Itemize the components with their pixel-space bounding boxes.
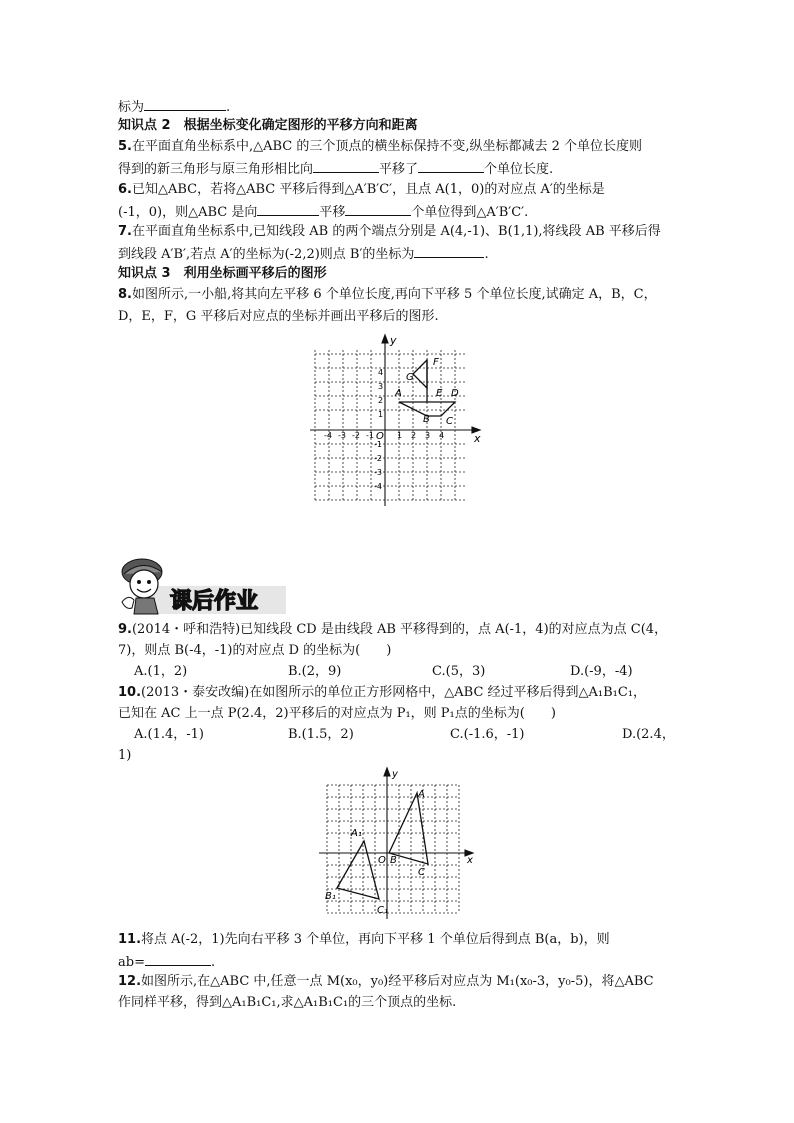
fig1-xtick: -2: [352, 431, 360, 440]
boat-grid-figure: [300, 330, 500, 530]
q10-option-c[interactable]: C.(-1.6，-1): [450, 727, 525, 742]
fig1-ytick: -1: [374, 440, 382, 449]
q7-text-2a: 到线段 A′B′,若点 A′的坐标为(-2,2)则点 B′的坐标为: [118, 247, 415, 262]
fig1-point-e: E: [436, 388, 443, 399]
q7-line-1: [118, 222, 661, 242]
q4-tail-line: 标为 .: [118, 96, 230, 118]
q4-answer-blank[interactable]: [144, 96, 226, 111]
triangle-a1b1c1: [337, 841, 379, 899]
q9-option-d[interactable]: D.(-9，-4): [570, 664, 633, 679]
fig1-point-b: B: [423, 414, 430, 425]
q5-line-1: [118, 137, 642, 157]
fig1-y-label: y: [390, 334, 397, 347]
q12-number: 12.: [118, 974, 142, 989]
q6-distance-blank[interactable]: [345, 201, 411, 216]
q9-option-b[interactable]: B.(2，9): [288, 664, 342, 679]
q6-line-1: [118, 180, 605, 200]
q8-line-2: D，E，F，G 平移后对应点的坐标并画出平移后的图形.: [118, 309, 439, 324]
fig1-point-f: F: [433, 357, 439, 368]
q10-line-1: [118, 683, 646, 703]
fig2-y-label: y: [392, 769, 398, 780]
fig2-origin: O: [378, 855, 386, 866]
q7-text-2c: .: [484, 247, 489, 262]
q9-text-1: (2014・呼和浩特)已知线段 CD 是由线段 AB 平移得到的，点 A(-1，4)的对应点为点 C(4，: [131, 622, 668, 637]
q6-text-1: 已知△ABC，若将△ABC 平移后得到△A′B′C′，且点 A(1，0)的对应点 A′的坐标是: [131, 182, 605, 197]
fig1-xtick: 2: [411, 431, 417, 440]
fig1-ytick: -3: [374, 468, 382, 477]
q7-answer-blank[interactable]: [414, 243, 484, 258]
q7-line-2: [118, 243, 489, 265]
q7-text-1: 在平面直角坐标系中,已知线段 AB 的两个端点分别是 A(4,-1)、B(1,1),将线段 AB 平移后得: [131, 224, 661, 239]
fig1-xtick: 1: [397, 431, 403, 440]
boat-sail: [413, 360, 427, 388]
q6-text-2a: (-1，0)，则△ABC 是向: [118, 205, 258, 220]
q10-option-b[interactable]: B.(1.5，2): [288, 727, 354, 742]
q9-number: 9.: [118, 622, 132, 637]
q11-text-1: 将点 A(-2，1)先向右平移 3 个单位，再向下平移 1 个单位后得到点 B(a，b)，则: [141, 932, 610, 947]
knowledge-point-3-heading: 知识点 3 利用坐标画平移后的图形: [118, 266, 327, 281]
banner-title: 课后作业: [170, 589, 259, 614]
q6-line-2: [118, 201, 528, 223]
q6-text-2b: 平移: [319, 205, 346, 220]
fig1-point-g: G: [406, 372, 414, 383]
q11-line-2: ab= .: [118, 951, 215, 973]
q8-number: 8.: [118, 287, 132, 302]
triangle-grid-figure: [315, 763, 480, 923]
fig1-point-d: D: [451, 388, 459, 399]
fig1-ytick: 1: [378, 410, 384, 419]
q6-number: 6.: [118, 182, 132, 197]
fig1-ytick: -2: [374, 454, 382, 463]
q11-line-1: [118, 930, 610, 950]
fig2-point-a: A: [418, 789, 425, 800]
q5-distance-blank[interactable]: [418, 158, 484, 173]
q11-answer-blank[interactable]: [145, 951, 211, 966]
knowledge-point-2-heading: 知识点 2 根据坐标变化确定图形的平移方向和距离: [118, 118, 418, 133]
q12-line-2: 作同样平移，得到△A₁B₁C₁,求△A₁B₁C₁的三个顶点的坐标.: [118, 995, 457, 1010]
q11-number: 11.: [118, 932, 142, 947]
fig1-point-c: C: [446, 416, 453, 427]
q8-line-1: [118, 285, 657, 305]
q12-text-1: 如图所示,在△ABC 中,任意一点 M(x₀，y₀)经平移后对应点为 M₁(x₀-3，y₀-5)，将△ABC: [141, 974, 654, 989]
q5-text-2c: 个单位长度.: [484, 162, 554, 177]
q6-text-2c: 个单位得到△A′B′C′.: [411, 205, 529, 220]
q9-option-c[interactable]: C.(5，3): [432, 664, 486, 679]
homework-banner: [118, 550, 288, 620]
fig2-point-c: C: [418, 867, 425, 878]
q8-text-1: 如图所示,一小船,将其向左平移 6 个单位长度,再向下平移 5 个单位长度,试确定 A，B，C，: [131, 287, 657, 302]
fig1-origin: O: [376, 431, 384, 442]
fig1-x-label: x: [474, 432, 481, 445]
q12-line-1: [118, 972, 654, 992]
q11-text-2: ab=: [118, 955, 145, 970]
cartoon-student-icon: [122, 559, 162, 614]
fig2-point-a1: A₁: [351, 828, 362, 839]
q7-number: 7.: [118, 224, 132, 239]
fig1-xtick: 3: [425, 431, 431, 440]
q5-number: 5.: [118, 139, 132, 154]
fig1-point-a: A: [395, 388, 402, 399]
q5-text-1: 在平面直角坐标系中,△ABC 的三个顶点的横坐标保持不变,纵坐标都减去 2 个单位长度则: [131, 139, 643, 154]
q10-option-d-tail: 1): [118, 748, 132, 763]
q4-tail-text: 标为: [118, 100, 145, 115]
q6-direction-blank[interactable]: [257, 201, 319, 216]
fig1-xtick: -1: [366, 431, 374, 440]
fig1-ytick: 4: [378, 368, 384, 377]
q10-option-d[interactable]: D.(2.4，: [622, 727, 675, 742]
q9-line-2: 7)，则点 B(-4，-1)的对应点 D 的坐标为( ): [118, 643, 392, 658]
q5-line-2: [118, 158, 553, 180]
fig2-point-b1: B₁: [325, 891, 336, 902]
q10-option-a[interactable]: A.(1.4，-1): [134, 727, 205, 742]
q10-number: 10.: [118, 685, 142, 700]
fig1-ytick: 2: [378, 396, 384, 405]
fig1-ytick: -4: [374, 482, 382, 491]
fig2-x-label: x: [467, 855, 473, 866]
fig1-xtick: 4: [439, 431, 445, 440]
fig1-xtick: -4: [324, 431, 332, 440]
q10-text-1: (2013・泰安改编)在如图所示的单位正方形网格中，△ABC 经过平移后得到△A₁B₁C₁，: [141, 685, 647, 700]
q5-direction-blank[interactable]: [313, 158, 379, 173]
q10-line-2: 已知在 AC 上一点 P(2.4，2)平移后的对应点为 P₁，则 P₁点的坐标为( ): [118, 706, 556, 721]
q5-text-2a: 得到的新三角形与原三角形相比向: [118, 162, 314, 177]
fig2-point-b: B: [390, 855, 397, 866]
fig2-point-c1: C₁: [377, 905, 388, 916]
fig1-xtick: -3: [338, 431, 346, 440]
q9-line-1: [118, 620, 667, 640]
fig1-ytick: 3: [378, 382, 384, 391]
q9-option-a[interactable]: A.(1，2): [134, 664, 188, 679]
q5-text-2b: 平移了: [379, 162, 419, 177]
